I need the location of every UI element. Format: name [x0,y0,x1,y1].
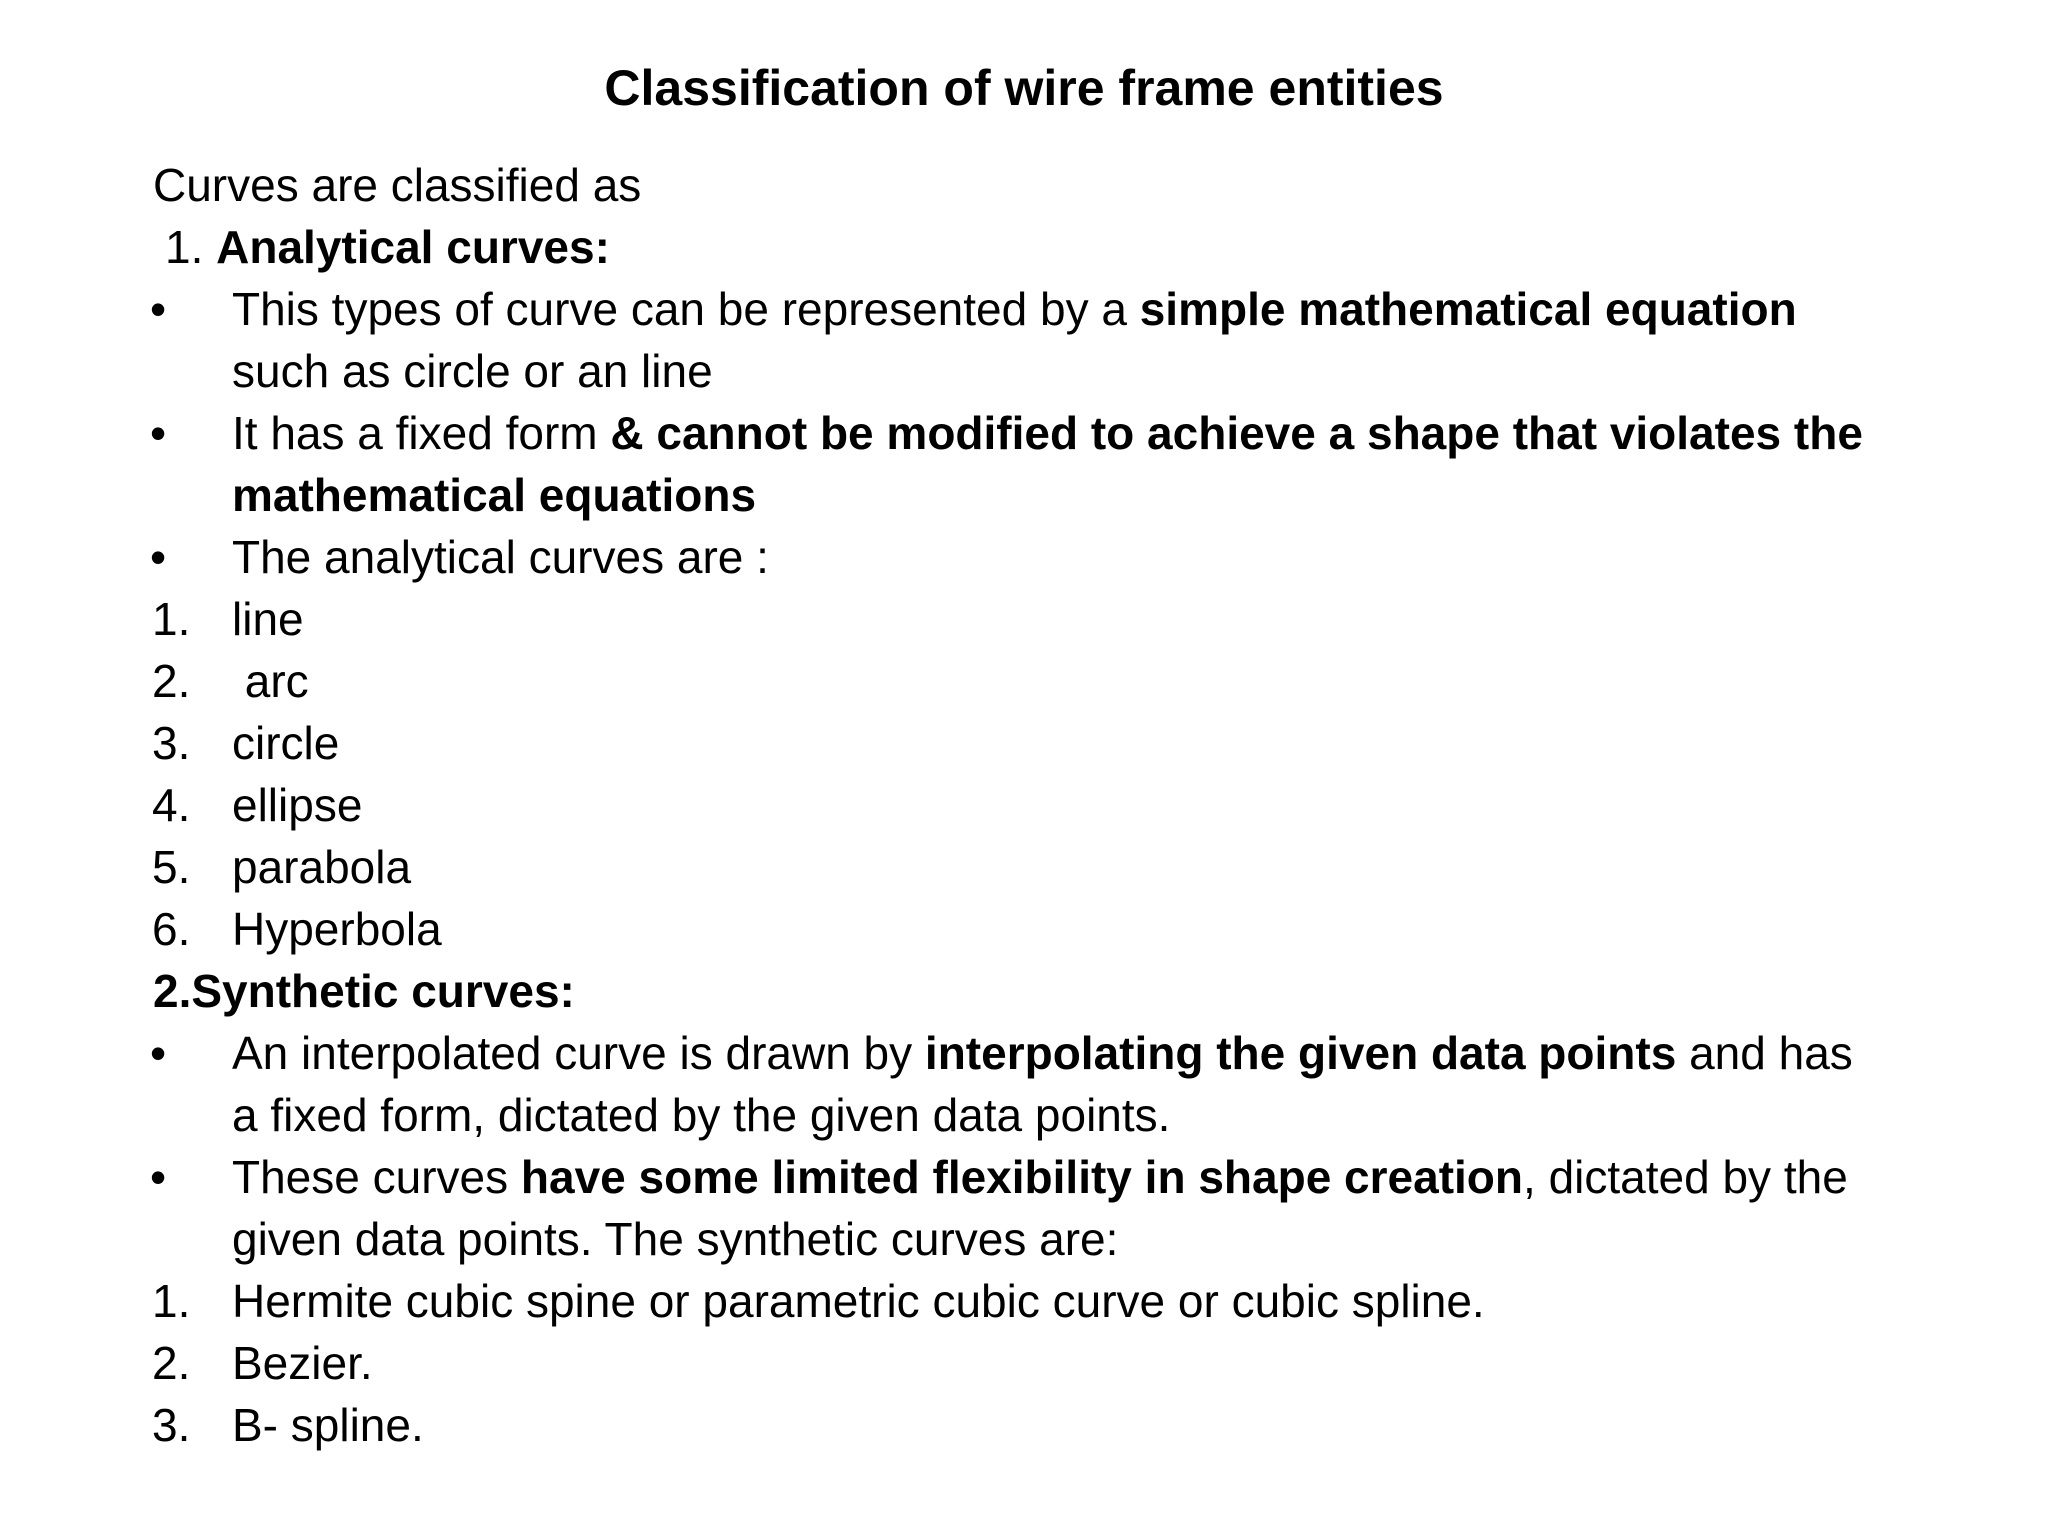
synthetic-bullet-1-bold: interpolating the given data points [924,1027,1677,1079]
analytical-bullet-1-bold: simple mathematical equation [1139,283,1797,335]
analytical-heading-number: 1. [165,221,217,273]
analytical-item: parabola [232,841,412,893]
list-item-number: 1. [152,593,191,645]
synthetic-item: Bezier. [232,1337,373,1389]
analytical-item: ellipse [232,779,363,831]
list-item-number: 3. [152,717,191,769]
bullet-icon: • [150,1027,167,1079]
synthetic-bullet-1 [232,1022,1853,1084]
analytical-bullet-2-continuation: mathematical equations [232,469,757,521]
bullet-icon: • [150,531,167,583]
list-item-number: 1. [152,1275,191,1327]
analytical-item: circle [232,717,340,769]
analytical-bullet-1-text: This types of curve can be represented by a [232,283,1140,335]
analytical-heading [165,216,610,278]
bullet-icon: • [150,283,167,335]
slide-title: Classification of wire frame entities [604,60,1444,116]
analytical-bullet-2-bold: & cannot be modified to achieve a shape that violates the [610,407,1863,459]
synthetic-bullet-2-text: These curves [232,1151,521,1203]
list-item-number: 6. [152,903,191,955]
list-item-number: 4. [152,779,191,831]
synthetic-bullet-2 [232,1146,1848,1208]
analytical-bullet-1-continuation: such as circle or an line [232,345,713,397]
bullet-icon: • [150,407,167,459]
synthetic-bullet-1-tail: and has [1676,1027,1853,1079]
synthetic-bullet-2-continuation: given data points. The synthetic curves are: [232,1213,1119,1265]
list-item-number: 2. [152,1337,191,1389]
bullet-icon: • [150,1151,167,1203]
analytical-item: arc [232,655,309,707]
analytical-bullet-1 [232,278,1797,340]
synthetic-item: Hermite cubic spine or parametric cubic curve or cubic spline. [232,1275,1485,1327]
synthetic-bullet-2-tail: , dictated by the [1523,1151,1848,1203]
synthetic-bullet-2-bold: have some limited flexibility in shape creation [520,1151,1524,1203]
synthetic-heading: 2.Synthetic curves: [153,965,575,1017]
analytical-heading-label: Analytical curves: [216,221,610,273]
analytical-bullet-2-text: It has a fixed form [232,407,611,459]
analytical-item: Hyperbola [232,903,442,955]
synthetic-bullet-1-continuation: a fixed form, dictated by the given data points. [232,1089,1171,1141]
analytical-item: line [232,593,304,645]
analytical-bullet-2 [232,402,1863,464]
analytical-bullet-3: The analytical curves are : [232,531,769,583]
synthetic-item: B- spline. [232,1399,424,1451]
list-item-number: 3. [152,1399,191,1451]
synthetic-bullet-1-text: An interpolated curve is drawn by [232,1027,925,1079]
list-item-number: 2. [152,655,191,707]
intro-text: Curves are classified as [153,159,642,211]
list-item-number: 5. [152,841,191,893]
